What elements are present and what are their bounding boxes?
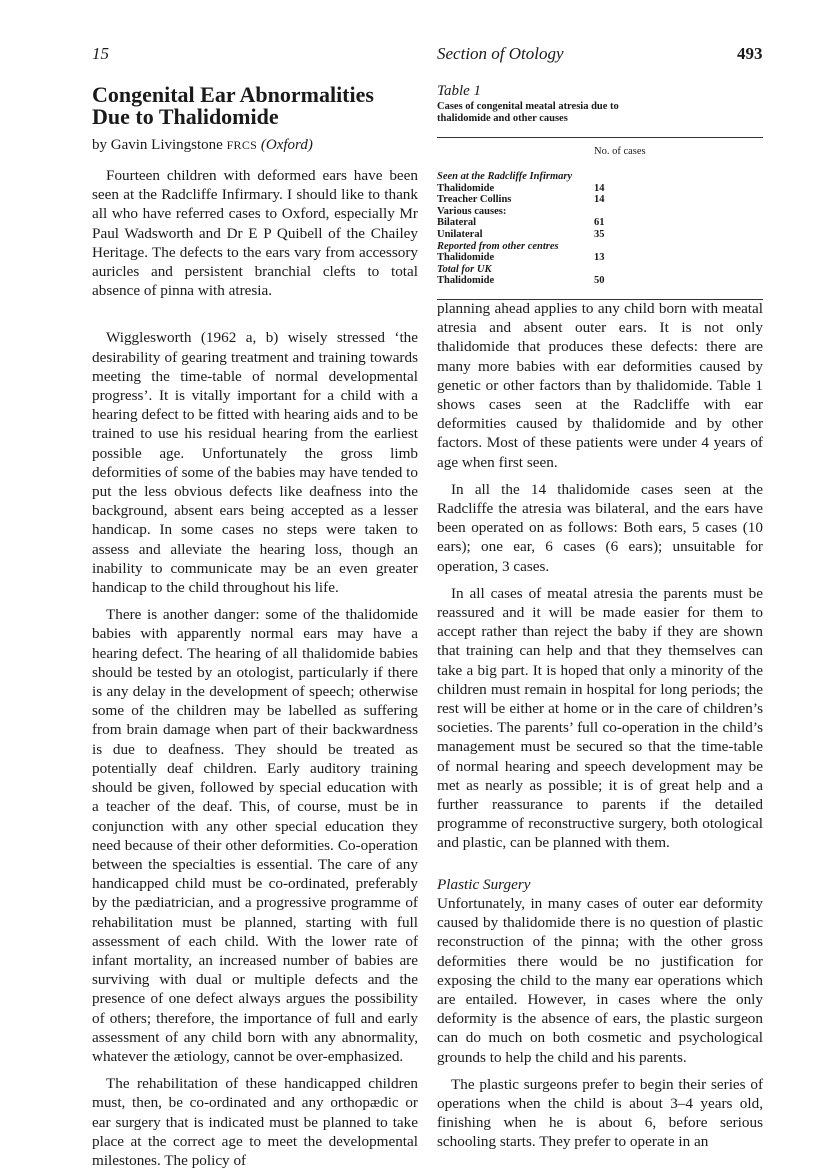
- table-row: [437, 241, 763, 253]
- issue-number: 15: [92, 44, 109, 63]
- table-row-label: Various causes:: [437, 205, 507, 217]
- paragraph: Fourteen children with deformed ears have been seen at the Radcliffe Infirmary. I should like to thank all who have referred cases to Oxford, especially Mr Paul Wadsworth and Dr E P Quibell of the Chailey Heritage. The defects to the ears vary from accessory auricles and persistent branchial clefts to total absence of pinna with atresia.: [92, 167, 418, 300]
- section-heading: Plastic Surgery: [437, 875, 531, 893]
- table-row: [437, 229, 763, 241]
- left-column: [92, 166, 418, 1170]
- table-row-label: Seen at the Radcliffe Infirmary: [437, 171, 573, 182]
- paragraph: Wigglesworth (1962 a, b) wisely stressed ‘the desirability of gearing treatment and training towards meeting the time-table of normal developmental progress’. It is vitally important for a child with a hearing defect to be fitted with hearing aids and to be trained to use his residual hearing from the earliest possible age. Unfortunately the gross limb deformities of some of the babies may have tended to put the less obvious defects like deafness into the background, absent ears being accepted as a lesser handicap. In some cases no steps were taken to assess and alleviate the hearing loss, though an inability to communicate may be an even greater handicap to the child throughout his life.: [92, 329, 418, 597]
- table-top-rule: [437, 137, 763, 138]
- table-row-label: Unilateral: [437, 228, 483, 240]
- table-row: [437, 252, 763, 264]
- table-row-value: 61: [594, 217, 605, 229]
- table-row-value: 14: [594, 182, 605, 194]
- paragraph: planning ahead applies to any child born with meatal atresia and absent outer ears. It is not only thalidomide that produces these defects: there are many more babies with ear deformities caused by genetic or other factors than by thalidomide. Table 1 shows cases seen at the Radcliffe with ear deformities caused by thalidomide and by other factors. Most of these patients were under 4 years of age when first seen.: [437, 300, 763, 471]
- table-row-value: 50: [594, 275, 605, 287]
- table-caption: Cases of congenital meatal atresia due to thalidomide and other causes: [437, 101, 619, 124]
- paragraph: Unfortunately, in many cases of outer ear deformity caused by thalidomide there is no question of plastic reconstruction of the pinna; with the other gross deformities there would be no justification for exposing the child to the many ear operations which are entailed. However, in cases where the only deformity is the absence of ears, the plastic surgeon can do much on both cosmetic and psychological grounds to help the child and his parents.: [437, 894, 763, 1066]
- table-row: [437, 217, 763, 229]
- paragraph: The plastic surgeons prefer to begin their series of operations when the child is about 3–4 years old, finishing when he is about 6, before serious schooling starts. They prefer to operate in an: [437, 1075, 763, 1151]
- paragraph: In all cases of meatal atresia the parents must be reassured and it will be made easier for them to accept rather than reject the baby if they are shown that training can help and that they themselves can take a big part. It is hoped that only a minority of the children must remain in hospital for long periods; the rest will be either at home or in the care of children’s societies. The parents’ full co-operation in the child’s management must be secured so that the time-table of normal hearing and speech development may be met as nearly as possible; it is of great help and a further reassurance to parents if the detailed programme of reconstructive surgery, both otological and plastic, can be planned with them.: [437, 584, 763, 852]
- table-row-value: 35: [594, 228, 605, 240]
- table-row-label: Thalidomide: [437, 275, 495, 287]
- table-row-label: Bilateral: [437, 217, 477, 229]
- table-row-label: Treacher Collins: [437, 194, 512, 206]
- table-row: [437, 275, 763, 287]
- page-number: 493: [737, 44, 763, 63]
- table-row-value: [594, 264, 654, 276]
- table-body: [437, 171, 763, 287]
- paragraph: There is another danger: some of the thalidomide babies with apparently normal ears may have a hearing defect. The hearing of all thalidomide babies should be tested by an otologist, particularly if there is any delay in the development of speech; otherwise some of the children may be labelled as suffering from brain damage when part of their backwardness is due to deafness. They should be treated as potentially deaf children. Early auditory training should be given, followed by special education with a teacher of the deaf. This, of course, must be in conjunction with any other special education they need because of their other deformities. Co-operation between the specialties is essential. The care of any handicapped child must be co-ordinated, preferably by the pædiatrician, and a progressive programme of rehabilitation must be planned, starting with full assessment of each child. With the lower rate of infant mortality, an increased number of babies are surviving with dual or multiple defects and the presence of one defect always argues the possibility of others; therefore, the importance of full and early assessment of any child born with any abnormality, whatever the ætiology, cannot be over-emphasized.: [92, 606, 418, 1065]
- table-row: [437, 171, 763, 183]
- byline-author: by Gavin Livingstone: [92, 137, 223, 153]
- table-row: [437, 264, 763, 276]
- table-row: [437, 194, 763, 206]
- section-title: Section of Otology: [437, 44, 564, 63]
- table-row: [437, 206, 763, 218]
- paragraph: In all the 14 thalidomide cases seen at the Radcliffe the atresia was bilateral, and the ears have been operated on as follows: Both ears, 5 cases (10 ears); one ear, 6 cases (6 ears); unsuitable for operation, 3 cases.: [437, 480, 763, 575]
- byline-degree: FRCS: [226, 138, 258, 152]
- article-title: Congenital Ear Abnormalities Due to Thalidomide: [92, 82, 374, 129]
- table-row-label: Thalidomide: [437, 182, 495, 194]
- table-row-value: [594, 171, 654, 183]
- table-row-value: 13: [594, 252, 605, 264]
- table-row: [437, 183, 763, 195]
- paragraph: The rehabilitation of these handicapped children must, then, be co-ordinated and any orthopædic or ear surgery that is indicated must be planned to take place at the correct age to meet the developmental milestones. The policy of: [92, 1075, 418, 1169]
- table-row-label: Reported from other centres: [437, 240, 559, 252]
- table-label: Table 1: [437, 83, 482, 99]
- right-column: [437, 299, 763, 1152]
- byline-place: (Oxford): [260, 137, 313, 153]
- table-row-label: Total for UK: [437, 263, 492, 275]
- table-row-label: Thalidomide: [437, 252, 495, 264]
- table-row-value: 14: [594, 194, 605, 206]
- table-column-header: No. of cases: [594, 146, 646, 157]
- table-row-value: [594, 241, 654, 253]
- table-row-value: [594, 206, 654, 218]
- byline: [92, 137, 313, 154]
